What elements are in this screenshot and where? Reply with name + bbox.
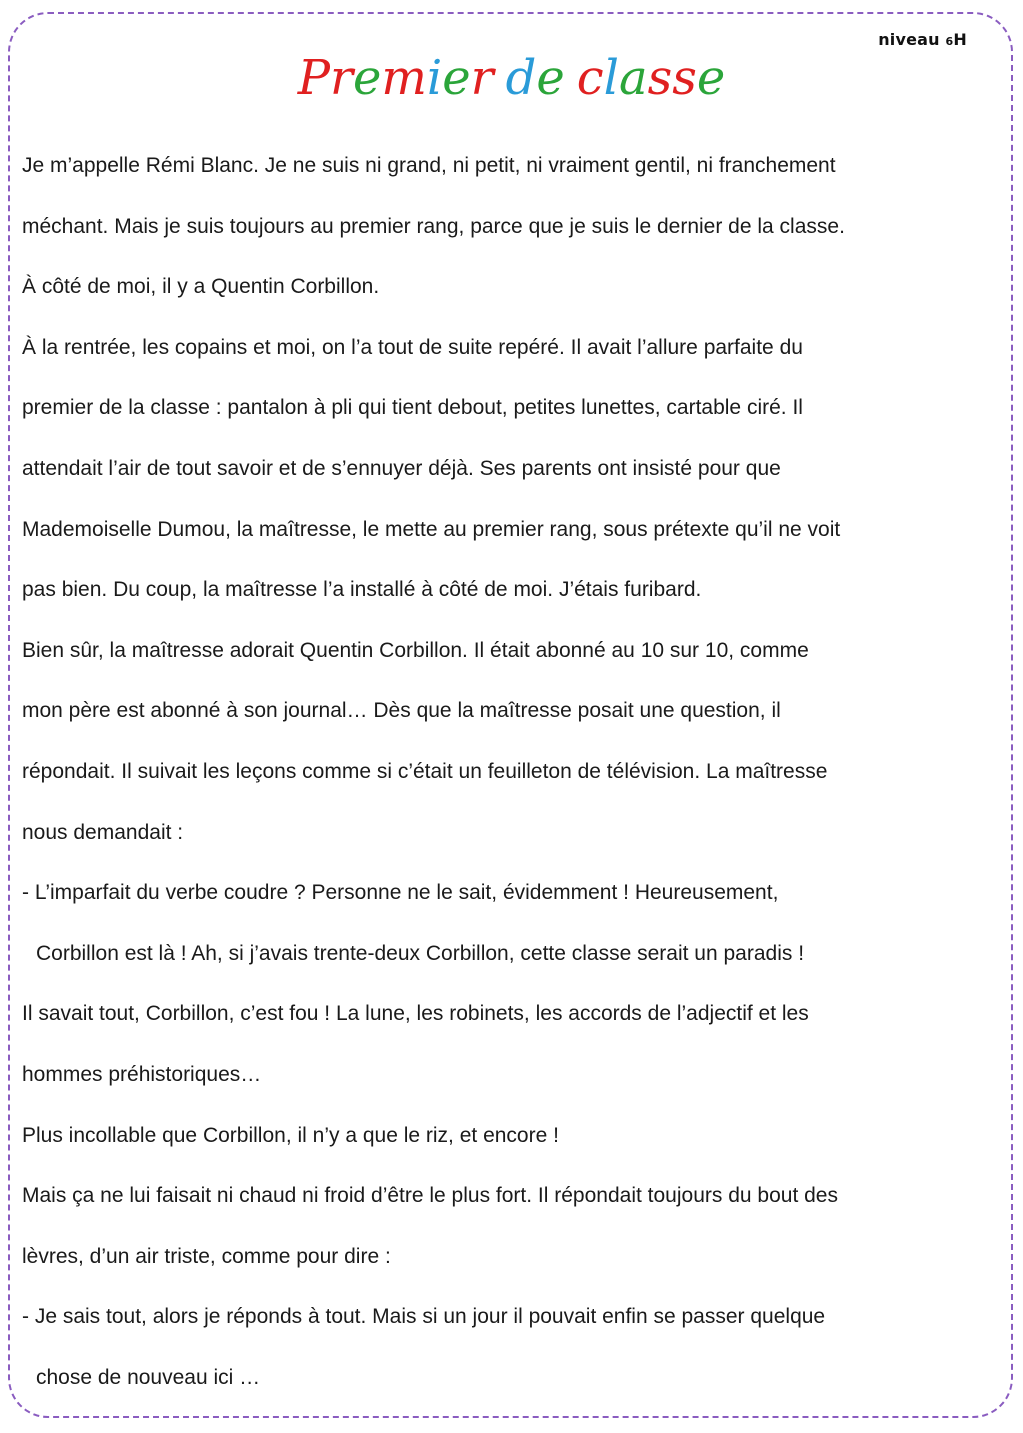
title-letter: e — [352, 50, 382, 106]
text-line: méchant. Mais je suis toujours au premier rang, parce que je suis le dernier de la classe. — [22, 214, 845, 238]
text-line: Je m’appelle Rémi Blanc. Je ne suis ni grand, ni petit, ni vraiment gentil, ni franchement — [22, 154, 836, 177]
title-letter: l — [603, 50, 619, 106]
title-letter: i — [426, 50, 443, 106]
title-letter: P — [297, 50, 330, 106]
title-letter: r — [330, 50, 353, 106]
title-letter: c — [576, 50, 604, 106]
text-line: Corbillon est là ! Ah, si j’avais trente-deux Corbillon, cette classe serait un paradis ! — [36, 941, 805, 965]
text-line: attendait l’air de tout savoir et de s’ennuyer déjà. Ses parents ont insisté pour que — [22, 456, 781, 480]
text-line: À la rentrée, les copains et moi, on l’a tout de suite repéré. Il avait l’allure parfaite du — [22, 335, 803, 359]
text-line: - Je sais tout, alors je réponds à tout. Mais si un jour il pouvait enfin se passer quelque — [22, 1305, 826, 1329]
text-line: lèvres, d’un air triste, comme pour dire : — [22, 1244, 391, 1268]
title-letter: e — [536, 50, 565, 106]
text-line: chose de nouveau ici … — [36, 1365, 261, 1389]
level-suffix: H — [953, 30, 967, 49]
title-letter: s — [672, 50, 697, 106]
text-line: nous demandait : — [22, 820, 184, 844]
title-word — [506, 50, 565, 106]
story-text — [22, 136, 1012, 1408]
text-line: pas bien. Du coup, la maîtresse l’a installé à côté de moi. J’étais furibard. — [22, 578, 702, 602]
text-line: Bien sûr, la maîtresse adorait Quentin Corbillon. Il était abonné au 10 sur 10, comme — [22, 638, 809, 662]
title-letter: m — [381, 50, 427, 106]
title-letter: d — [505, 50, 537, 106]
title-word — [577, 50, 726, 106]
text-line: répondait. Il suivait les leçons comme si c’était un feuilleton de télévision. La maîtresse — [22, 759, 828, 783]
text-line: À côté de moi, il y a Quentin Corbillon. — [22, 275, 380, 299]
text-line: hommes préhistoriques… — [22, 1062, 262, 1086]
title-letter: s — [647, 50, 673, 106]
title-letter: a — [618, 50, 648, 106]
text-line: Mademoiselle Dumou, la maîtresse, le mette au premier rang, sous prétexte qu’il ne voit — [22, 517, 841, 541]
text-line: Mais ça ne lui faisait ni chaud ni froid d’être le plus fort. Il répondait toujours du bout des — [22, 1184, 838, 1208]
title-letter: r — [470, 50, 494, 106]
level-prefix: niveau — [878, 30, 946, 49]
level-number: 6 — [945, 35, 954, 48]
text-line: Il savait tout, Corbillon, c’est fou ! La lune, les robinets, les accords de l’adjectif et les — [22, 1002, 809, 1026]
title-word — [298, 50, 494, 106]
title-letter: e — [696, 50, 726, 106]
title-letter: e — [442, 50, 471, 106]
page-title — [0, 46, 1023, 110]
text-line: - L’imparfait du verbe coudre ? Personne ne le sait, évidemment ! Heureusement, — [22, 881, 779, 905]
text-line: Plus incollable que Corbillon, il n’y a que le riz, et encore ! — [22, 1123, 559, 1147]
text-line: mon père est abonné à son journal… Dès que la maîtresse posait une question, il — [22, 699, 781, 723]
text-line: premier de la classe : pantalon à pli qui tient debout, petites lunettes, cartable ciré. Il — [22, 396, 803, 420]
